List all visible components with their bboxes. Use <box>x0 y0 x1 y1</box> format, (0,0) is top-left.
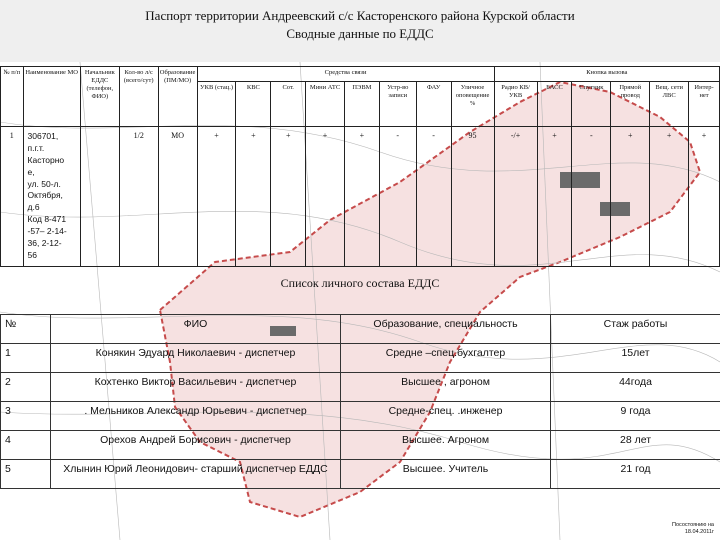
row-exp: 28 лет <box>551 431 720 460</box>
address-line: п.г.т. <box>27 142 45 153</box>
row-fio: Хлынин Юрий Леонидович- старший диспетчер ЕДДС <box>51 460 341 489</box>
row-no: 4 <box>1 431 51 460</box>
row-edu: Высшее. Учитель <box>341 460 551 489</box>
row-kvs: + <box>236 127 271 267</box>
col-street: Уличное оповещение % <box>451 82 494 127</box>
table-row <box>1 373 720 402</box>
col-no: № <box>1 315 51 344</box>
col-mini-ats: Мини АТС <box>306 82 345 127</box>
address-line: 56 <box>27 249 37 260</box>
row-street: 95 <box>451 127 494 267</box>
row-education: МО <box>158 127 197 267</box>
page-subtitle: Сводные данные по ЕДДС <box>286 26 434 41</box>
address-line: Касторно <box>27 154 65 165</box>
table-row <box>1 402 720 431</box>
date-note-line1: Посостоянию на <box>672 521 714 528</box>
date-note <box>672 522 714 536</box>
row-edu: Средне-спец. .инженер <box>341 402 551 431</box>
table-row <box>1 460 720 489</box>
col-mo: Наименование МО <box>23 67 80 127</box>
date-note-line2: 18.04.2011г <box>684 528 714 535</box>
row-fio: Конякин Эдуард Николаевич - диспетчер <box>51 344 341 373</box>
address-line: Октября, <box>27 190 63 201</box>
group-comm: Средства связи <box>197 67 494 82</box>
row-sputnik: - <box>572 127 611 267</box>
header-band <box>0 0 720 62</box>
col-fio: ФИО <box>51 315 341 344</box>
col-lvs: Вещ. сети ЛВС <box>650 82 689 127</box>
row-no: 1 <box>1 127 24 267</box>
row-fio: Орехов Андрей Борисович - диспетчер <box>51 431 341 460</box>
col-direct: Прямой провод <box>611 82 650 127</box>
col-kvs: КВС <box>236 82 271 127</box>
row-fau: - <box>416 127 451 267</box>
row-radio: -/+ <box>494 127 537 267</box>
row-exp: 9 года <box>551 402 720 431</box>
col-staff: Кол-во л/с (всего/сут) <box>119 67 158 127</box>
summary-table <box>0 66 720 267</box>
row-exp: 15лет <box>551 344 720 373</box>
address-line: ул. 50-л. <box>27 178 61 189</box>
row-exp: 21 год <box>551 460 720 489</box>
row-edu: Высшее. Агроном <box>341 431 551 460</box>
row-sot: + <box>271 127 306 267</box>
address-line: е, <box>27 166 35 177</box>
row-internet: + <box>689 127 720 267</box>
col-exp: Стаж работы <box>551 315 720 344</box>
col-internet: Интер-нет <box>689 82 720 127</box>
row-chief <box>80 127 119 267</box>
row-pevm: + <box>345 127 380 267</box>
row-no: 5 <box>1 460 51 489</box>
address-line: 36, 2-12- <box>27 238 62 249</box>
row-no: 3 <box>1 402 51 431</box>
row-fio: . Мельников Александр Юрьевич - диспетчер <box>51 402 341 431</box>
col-edu: Образование, специальность <box>341 315 551 344</box>
col-no: № п/п <box>1 67 24 127</box>
address-line: д.6 <box>27 202 40 213</box>
table-row <box>1 344 720 373</box>
table-row <box>1 431 720 460</box>
col-sot: Сот. <box>271 82 306 127</box>
col-chief: Начальник ЕДДС (телефон, ФИО) <box>80 67 119 127</box>
col-sputnik: Спутник <box>572 82 611 127</box>
personnel-table <box>0 314 720 489</box>
address-line: Код 8-471 <box>27 214 67 225</box>
row-no: 2 <box>1 373 51 402</box>
row-edu: Средне –спец.бухгалтер <box>341 344 551 373</box>
address-line: 306701, <box>27 131 59 141</box>
row-ukv: + <box>197 127 236 267</box>
row-rec: - <box>379 127 416 267</box>
row-mini-ats: + <box>306 127 345 267</box>
row-direct: + <box>611 127 650 267</box>
page-title: Паспорт территории Андреевский с/с Касторенского района Курской области <box>145 8 575 23</box>
row-address <box>23 127 80 267</box>
row-fio: Кохтенко Виктор Васильевич - диспетчер <box>51 373 341 402</box>
row-lvs: + <box>650 127 689 267</box>
col-ukv: УКВ (стац.) <box>197 82 236 127</box>
address-line: -57– 2-14- <box>27 226 67 237</box>
col-radio: Радио КВ/УКВ <box>494 82 537 127</box>
col-fau: ФАУ <box>416 82 451 127</box>
table-row <box>1 127 720 267</box>
row-edu: Высшее , агроном <box>341 373 551 402</box>
row-exp: 44года <box>551 373 720 402</box>
col-rec: Устр-во записи <box>379 82 416 127</box>
row-no: 1 <box>1 344 51 373</box>
row-bass: + <box>537 127 572 267</box>
row-staff: 1/2 <box>119 127 158 267</box>
col-education: Образование (ПМ/МО) <box>158 67 197 127</box>
group-oper: Кнопка вызова <box>494 67 719 82</box>
col-bass: БАСС <box>537 82 572 127</box>
col-pevm: ПЭВМ <box>345 82 380 127</box>
personnel-title: Список личного состава ЕДДС <box>280 276 440 290</box>
